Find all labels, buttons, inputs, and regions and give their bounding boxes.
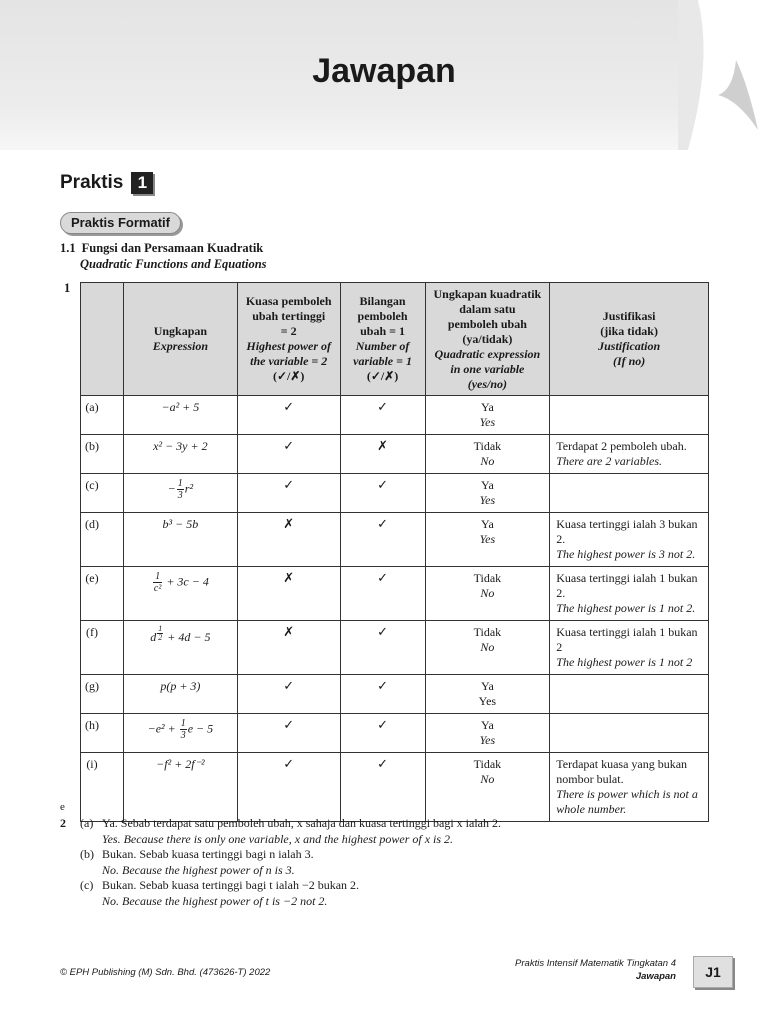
- footer-copyright: © EPH Publishing (M) Sdn. Bhd. (473626-T) 2022: [60, 967, 271, 978]
- table-header-row: [81, 283, 709, 396]
- row-power-mark: ✓: [237, 435, 340, 474]
- answer-ms: Ya: [480, 517, 494, 531]
- answer-en: No: [480, 772, 495, 786]
- answer-item-en: Yes. Because there is only one variable, x and the highest power of x is 2.: [102, 831, 454, 846]
- expr-c-var: r²: [184, 481, 194, 496]
- row-quadratic-answer: [425, 435, 550, 474]
- answer-ms: Ya: [480, 679, 494, 693]
- expr-f-rest: + 4d − 5: [167, 629, 211, 644]
- justification-ms: Kuasa tertinggi ialah 1 bukan 2.: [556, 571, 698, 600]
- row-label: (e): [81, 567, 124, 621]
- row-expression: x² − 3y + 2: [123, 435, 237, 474]
- header-quad-ms-4: (ya/tidak): [462, 331, 513, 346]
- answer-item-label: (b): [80, 847, 94, 861]
- header-quad-ms-1: Ungkapan kuadratik: [433, 286, 542, 301]
- answer-en: No: [480, 586, 495, 600]
- fraction-numerator: 1: [153, 571, 162, 583]
- header-justification: [550, 283, 709, 396]
- justification-ms: Terdapat 2 pemboleh ubah.: [556, 439, 687, 453]
- header-count-ms-3: ubah = 1: [360, 324, 405, 338]
- header-quad-ms-2: dalam satu: [459, 301, 516, 316]
- row-expression: p(p + 3): [123, 675, 237, 714]
- row-power-mark: ✗: [237, 621, 340, 675]
- section-title-ms: Fungsi dan Persamaan Kuadratik: [81, 241, 264, 255]
- header-count-marks: (✓/✗): [366, 369, 399, 383]
- praktis-heading: [60, 172, 153, 194]
- answer-en: No: [480, 640, 495, 654]
- answer-ms: Tidak: [473, 757, 502, 771]
- row-label: (i): [81, 753, 124, 822]
- header-just-en-2: (If no): [612, 354, 646, 368]
- row-label: (h): [81, 714, 124, 753]
- table-row: [81, 435, 709, 474]
- header-count-ms-2: pemboleh: [357, 309, 408, 323]
- header-just-ms-1: Justifikasi: [602, 309, 656, 323]
- answer-item: [60, 878, 501, 909]
- answer-en: Yes: [479, 532, 496, 546]
- header-highest-power: [237, 283, 340, 396]
- justification-en: There are 2 variables.: [556, 454, 663, 468]
- row-count-mark: ✓: [340, 675, 425, 714]
- answer-item-en: No. Because the highest power of t is −2 not 2.: [102, 893, 328, 908]
- answer-item-ms: Ya. Sebab terdapat satu pemboleh ubah, x sahaja dan kuasa tertinggi bagi x ialah 2.: [102, 816, 502, 830]
- answer-ms: Ya: [480, 478, 494, 492]
- section-number: 1.1: [60, 241, 76, 255]
- header-power-en-1: Highest power of: [246, 339, 332, 353]
- row-quadratic-answer: [425, 675, 550, 714]
- row-count-mark: ✓: [340, 714, 425, 753]
- header-quadratic: [425, 283, 550, 396]
- table-row: [81, 621, 709, 675]
- answer-item-label: (c): [80, 878, 94, 892]
- answer-item-en: No. Because the highest power of n is 3.: [102, 862, 295, 877]
- answer-table: [80, 282, 709, 822]
- row-quadratic-answer: [425, 396, 550, 435]
- row-justification: [550, 714, 709, 753]
- stray-character: e: [60, 801, 65, 813]
- answer-en: Yes: [478, 694, 497, 708]
- justification-en: The highest power is 3 not 2.: [556, 547, 696, 561]
- question-2-number: 2: [60, 816, 66, 830]
- row-quadratic-answer: [425, 714, 550, 753]
- page-number-badge: J1: [693, 956, 733, 988]
- row-quadratic-answer: [425, 567, 550, 621]
- praktis-number-badge: 1: [131, 172, 153, 194]
- answer-ms: Tidak: [473, 439, 502, 453]
- header-count-ms-1: Bilangan: [359, 294, 406, 308]
- table-row: [81, 474, 709, 513]
- row-expression: [123, 621, 237, 675]
- row-quadratic-answer: [425, 753, 550, 822]
- answer-item: [60, 816, 501, 847]
- row-quadratic-answer: [425, 474, 550, 513]
- header-power-ms-1: Kuasa pemboleh: [245, 294, 332, 308]
- table-row: [81, 753, 709, 822]
- header-power-marks: (✓/✗): [272, 369, 305, 383]
- fraction: [180, 718, 187, 741]
- header-quad-en-3: (yes/no): [467, 376, 508, 391]
- footer-book-info: [515, 957, 676, 983]
- justification-ms: Kuasa tertinggi ialah 3 bukan 2.: [556, 517, 698, 546]
- header-quad-en-2: in one variable: [450, 361, 525, 376]
- fraction-denominator: 3: [180, 730, 186, 741]
- header-power-ms-2: ubah tertinggi: [252, 309, 326, 323]
- fraction-numerator: 1: [180, 718, 186, 729]
- row-label: (g): [81, 675, 124, 714]
- row-justification: [550, 675, 709, 714]
- row-expression: −f² + 2f⁻²: [123, 753, 237, 822]
- row-count-mark: ✗: [340, 435, 425, 474]
- row-justification: [550, 435, 709, 474]
- answer-item: [60, 847, 501, 878]
- row-quadratic-answer: [425, 621, 550, 675]
- answer-ms: Tidak: [473, 625, 502, 639]
- answer-en: Yes: [479, 733, 496, 747]
- header-just-ms-2: (jika tidak): [600, 324, 658, 338]
- header-expression: [123, 283, 237, 396]
- row-expression: −a² + 5: [123, 396, 237, 435]
- expr-e-rest: + 3c − 4: [166, 574, 209, 589]
- answer-en: Yes: [479, 493, 496, 507]
- answer-en: No: [480, 454, 495, 468]
- fraction-numerator: 1: [158, 624, 163, 633]
- header-quad-ms-3: pemboleh ubah: [447, 316, 527, 331]
- section-heading: [60, 240, 267, 272]
- answer-ms: Ya: [480, 400, 494, 414]
- header-power-ms-3: = 2: [280, 324, 297, 338]
- table-row: [81, 396, 709, 435]
- expr-h-lead: −e² +: [147, 721, 176, 736]
- row-power-mark: ✓: [237, 474, 340, 513]
- header-count-en-1: Number of: [355, 339, 410, 353]
- row-justification: [550, 621, 709, 675]
- footer-section: Jawapan: [635, 971, 676, 982]
- justification-en: The highest power is 1 not 2.: [556, 601, 696, 615]
- question-1-number: 1: [64, 281, 71, 295]
- answer-ms: Tidak: [473, 571, 502, 585]
- footer-book-title: Praktis Intensif Matematik Tingkatan 4: [515, 958, 676, 969]
- fraction: [153, 571, 162, 594]
- row-power-mark: ✓: [237, 714, 340, 753]
- justification-ms: Terdapat kuasa yang bukan nombor bulat.: [556, 757, 688, 786]
- row-power-mark: ✓: [237, 396, 340, 435]
- row-justification: [550, 567, 709, 621]
- justification-en: There is power which is not a whole number.: [556, 787, 698, 816]
- row-label: (f): [81, 621, 124, 675]
- answer-ms: Ya: [480, 718, 494, 732]
- fraction-denominator: c²: [153, 583, 162, 594]
- row-label: (b): [81, 435, 124, 474]
- question-2-answers: [60, 816, 501, 909]
- row-justification: [550, 753, 709, 822]
- row-expression: b³ − 5b: [123, 513, 237, 567]
- table-row: [81, 675, 709, 714]
- row-count-mark: ✓: [340, 567, 425, 621]
- expr-f-base: d: [150, 629, 157, 644]
- row-count-mark: ✓: [340, 396, 425, 435]
- row-label: (a): [81, 396, 124, 435]
- page-title: Jawapan: [312, 52, 456, 90]
- row-label: (c): [81, 474, 124, 513]
- header-expression-ms: Ungkapan: [153, 324, 208, 338]
- row-power-mark: ✓: [237, 675, 340, 714]
- fraction-denominator: 2: [158, 633, 163, 642]
- praktis-label: Praktis: [60, 172, 124, 193]
- table-row: [81, 567, 709, 621]
- expr-h-rest: e − 5: [187, 721, 214, 736]
- table-row: [81, 714, 709, 753]
- header-power-en-2: the variable = 2: [250, 354, 328, 368]
- justification-ms: Kuasa tertinggi ialah 1 bukan 2: [556, 625, 698, 654]
- row-count-mark: ✓: [340, 621, 425, 675]
- row-label: (d): [81, 513, 124, 567]
- answer-en: Yes: [479, 415, 496, 429]
- fraction-exponent: [157, 625, 163, 642]
- header-variable-count: [340, 283, 425, 396]
- header-just-en-1: Justification: [598, 339, 661, 353]
- header-label: [81, 283, 124, 396]
- row-power-mark: ✗: [237, 513, 340, 567]
- answer-item-label: (a): [80, 816, 94, 830]
- row-justification: [550, 396, 709, 435]
- row-count-mark: ✓: [340, 753, 425, 822]
- row-expression: [123, 567, 237, 621]
- header-count-en-2: variable = 1: [353, 354, 412, 368]
- row-power-mark: ✓: [237, 753, 340, 822]
- table-row: [81, 513, 709, 567]
- row-justification: [550, 513, 709, 567]
- praktis-formatif-tag: Praktis Formatif: [60, 212, 181, 234]
- row-expression: [123, 714, 237, 753]
- justification-en: The highest power is 1 not 2: [556, 655, 693, 669]
- header-expression-en: Expression: [152, 339, 209, 353]
- expr-c-minus: −: [167, 481, 176, 496]
- row-count-mark: ✓: [340, 513, 425, 567]
- row-expression: [123, 474, 237, 513]
- fraction-numerator: 1: [177, 478, 183, 489]
- row-justification: [550, 474, 709, 513]
- header-quad-en-1: Quadratic expression: [434, 346, 541, 361]
- row-count-mark: ✓: [340, 474, 425, 513]
- answer-item-ms: Bukan. Sebab kuasa tertinggi bagi t ialah −2 bukan 2.: [102, 878, 360, 892]
- section-title-en: Quadratic Functions and Equations: [80, 257, 267, 271]
- row-power-mark: ✗: [237, 567, 340, 621]
- answer-item-ms: Bukan. Sebab kuasa tertinggi bagi n ialah 3.: [102, 847, 314, 861]
- fraction-denominator: 3: [177, 490, 183, 501]
- fraction: [177, 478, 184, 501]
- row-quadratic-answer: [425, 513, 550, 567]
